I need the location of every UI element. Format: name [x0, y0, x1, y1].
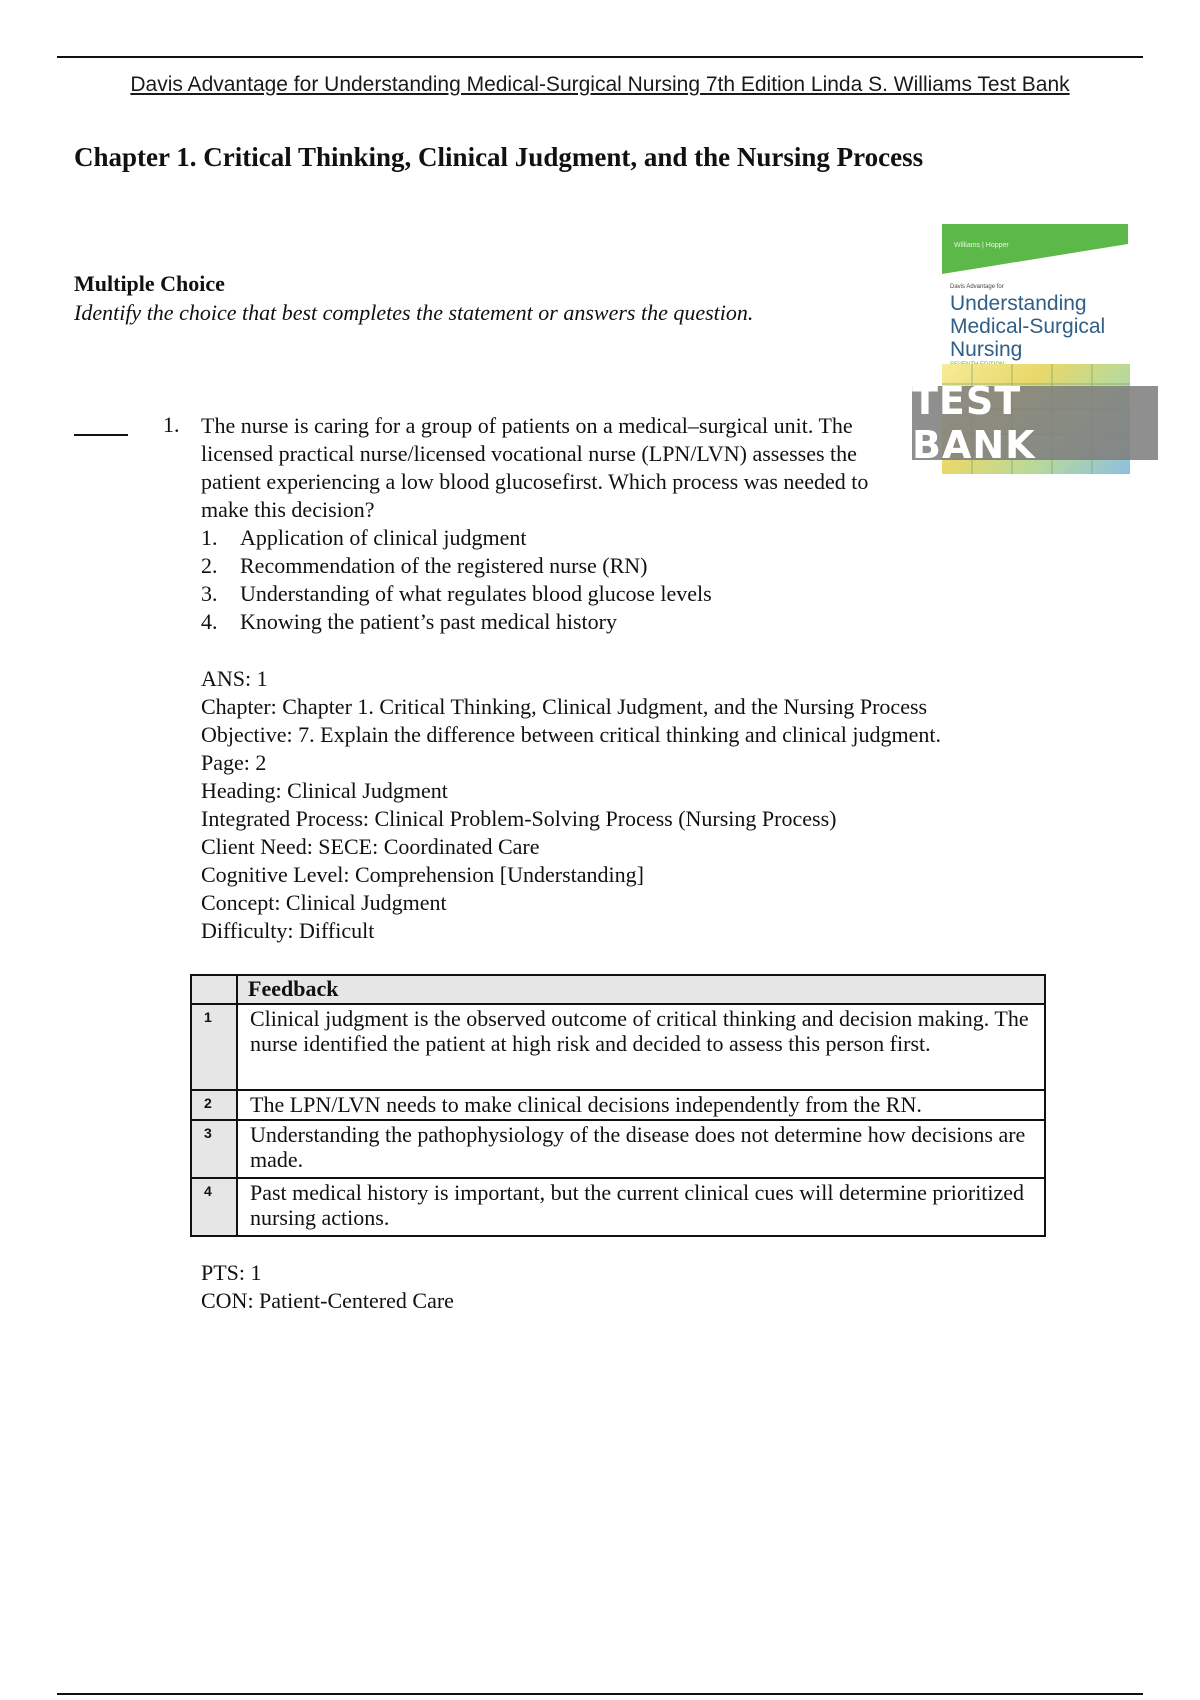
feedback-header-row	[191, 975, 1045, 1004]
option-text: Application of clinical judgment	[240, 525, 527, 550]
meta-page: Page: 2	[201, 750, 267, 775]
meta-client-need: Client Need: SECE: Coordinated Care	[201, 834, 540, 859]
option-number: 2.	[201, 553, 218, 578]
question-footer-metadata	[201, 1259, 454, 1315]
book-cover-image	[912, 224, 1160, 474]
feedback-table	[190, 974, 1046, 1237]
option-item	[201, 608, 712, 636]
feedback-header: Feedback	[237, 975, 1045, 1004]
table-row	[191, 1178, 1045, 1236]
cover-green-band	[942, 224, 1128, 274]
table-row	[191, 1090, 1045, 1120]
meta-objective: Objective: 7. Explain the difference between critical thinking and clinical judgment.	[201, 722, 941, 747]
option-text: Knowing the patient’s past medical history	[240, 609, 617, 634]
option-item	[201, 580, 712, 608]
feedback-row-text: Past medical history is important, but the current clinical cues will determine prioritized nursing actions.	[237, 1178, 1045, 1236]
feedback-row-number: 2	[191, 1090, 237, 1120]
option-text: Understanding of what regulates blood glucose levels	[240, 581, 712, 606]
chapter-title: Chapter 1. Critical Thinking, Clinical Judgment, and the Nursing Process	[74, 142, 924, 172]
question-number: 1.	[163, 412, 180, 437]
answer-key: ANS: 1	[201, 666, 268, 691]
instructions: Identify the choice that best completes the statement or answers the question.	[74, 300, 754, 325]
bottom-rule	[57, 1693, 1143, 1695]
points: PTS: 1	[201, 1260, 262, 1285]
option-item	[201, 524, 712, 552]
cover-title	[950, 292, 1155, 361]
running-header: Davis Advantage for Understanding Medical-Surgical Nursing 7th Edition Linda S. Williams Test Bank	[130, 73, 1070, 96]
feedback-row-number: 1	[191, 1004, 237, 1090]
meta-concept: Concept: Clinical Judgment	[201, 890, 447, 915]
meta-chapter: Chapter: Chapter 1. Critical Thinking, Clinical Judgment, and the Nursing Process	[201, 694, 928, 719]
feedback-row-number: 4	[191, 1178, 237, 1236]
meta-integrated-process: Integrated Process: Clinical Problem-Solving Process (Nursing Process)	[201, 806, 837, 831]
option-text: Recommendation of the registered nurse (RN)	[240, 553, 648, 578]
top-rule	[57, 56, 1143, 58]
feedback-row-text: The LPN/LVN needs to make clinical decisions independently from the RN.	[237, 1090, 1045, 1120]
cover-title-line: Nursing	[950, 338, 1023, 361]
feedback-row-text: Clinical judgment is the observed outcome of critical thinking and decision making. The nurse identified the patient at high risk and decided to assess this person first.	[237, 1004, 1045, 1090]
cover-series: Davis Advantage for	[950, 284, 1004, 290]
meta-heading: Heading: Clinical Judgment	[201, 778, 448, 803]
client-need-category: CON: Patient-Centered Care	[201, 1288, 454, 1313]
meta-difficulty: Difficulty: Difficult	[201, 918, 375, 943]
answer-options	[201, 524, 712, 636]
cover-authors: Williams | Hopper	[954, 242, 1009, 249]
feedback-corner-cell	[191, 975, 237, 1004]
table-row	[191, 1004, 1045, 1090]
option-number: 3.	[201, 581, 218, 606]
cover-title-line: Understanding	[950, 292, 1087, 315]
feedback-row-text: Understanding the pathophysiology of the disease does not determine how decisions are made.	[237, 1120, 1045, 1178]
option-item	[201, 552, 712, 580]
test-bank-stamp: TEST BANK	[912, 386, 1158, 460]
answer-blank	[74, 434, 128, 436]
question-metadata	[201, 665, 941, 945]
option-number: 1.	[201, 525, 218, 550]
section-title: Multiple Choice	[74, 271, 225, 296]
feedback-row-number: 3	[191, 1120, 237, 1178]
meta-cognitive-level: Cognitive Level: Comprehension [Understanding]	[201, 862, 644, 887]
question-text: The nurse is caring for a group of patients on a medical–surgical unit. The licensed practical nurse/licensed vocational nurse (LPN/LVN) assesses the patient experiencing a low blood glucosefirst. Which process was needed to make this decision?	[201, 413, 869, 522]
table-row	[191, 1120, 1045, 1178]
cover-title-line: Medical-Surgical	[950, 315, 1106, 338]
option-number: 4.	[201, 609, 218, 634]
